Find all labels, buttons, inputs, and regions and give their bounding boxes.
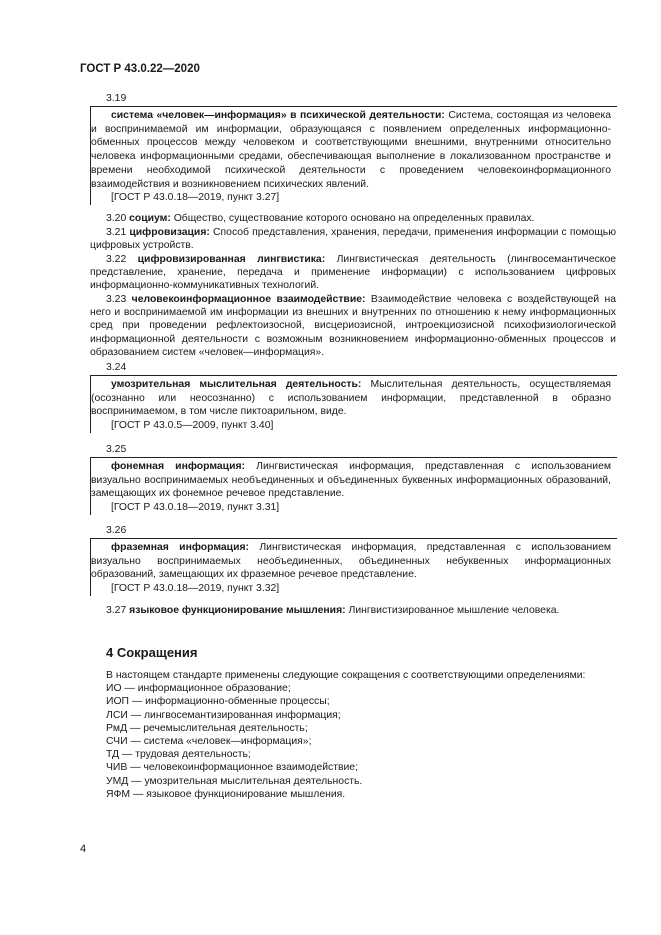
definition-box: [90, 375, 617, 433]
entry-definition: Лингвистизированное мышление человека.: [348, 605, 560, 616]
entry-definition: Мыслительная деятельность, осуществляемая (осознанно или неосознанно) с использованием информации, представленной в образно воспринимаемом, в том числе пиктоарильном, виде.: [91, 379, 611, 418]
list-item: ЧИВ — человекоинформационное взаимодействие;: [106, 762, 358, 774]
entry-paragraph: [90, 253, 616, 293]
entry-definition: Взаимодействие человека с воздействующей на него и воспринимаемой им информации из внешних и внутренних по отношению к нему информационных сред при проведении рефлектоизосной, висцериозисной, интроекциозисной психофизиологической информационной деятельности с возможным возникновением информационно-обменных процессов и образованием систем «человек—информация».: [90, 294, 617, 358]
list-item: УМД — умозрительная мыслительная деятельность.: [106, 775, 363, 787]
entry-reference: [ГОСТ Р 43.0.18—2019, пункт 3.32]: [111, 583, 280, 595]
list-item: ИОП — информационно-обменные процессы;: [106, 696, 330, 708]
entry-number: 3.26: [106, 525, 127, 536]
entry-term: цифровизированная лингвистика:: [137, 254, 326, 265]
entry-definition: Система, состоящая из человека и воспринимаемой им информации, образующаяся с появлением определенных информационно-обменных процессов между человеком и соответствующими внешними, внутренними относительно человека информационными средами, обеспечивающая выполнение в локализованном пространстве и времени необходимой психической деятельности с проведением человекоинформационного взаимодействия и возникновением психических явлений.: [91, 110, 611, 190]
entry-definition: Лингвистическая информация, представленная с использованием визуально воспринимаемых необъединенных, объединенных небуквенных информационных образований, замещающих их фраземное речевое представление.: [91, 542, 612, 581]
entry-term: система «человек—информация» в психической деятельности:: [111, 110, 445, 121]
entry-paragraph: [90, 226, 616, 252]
entry-definition: Способ представления, хранения, передачи, применения информации с помощью цифровых устройств.: [90, 227, 616, 252]
abbreviations-list: [106, 669, 626, 801]
entry-number: 3.19: [106, 93, 127, 104]
definition-box: [90, 106, 617, 205]
entry-term: умозрительная мыслительная деятельность:: [111, 379, 362, 390]
entry-reference: [ГОСТ Р 43.0.18—2019, пункт 3.27]: [111, 192, 280, 204]
entry-term: фонемная информация:: [111, 461, 245, 472]
entry-number: 3.20: [106, 213, 127, 224]
entry-term: фраземная информация:: [111, 542, 249, 553]
list-item: РмД — речемыслительная деятельность;: [106, 722, 308, 734]
definition-box: [90, 538, 617, 596]
entry-definition: Лингвистическая информация, представленная с использованием визуально воспринимаемых необъединенных и объединенных буквенных информационных образований, замещающих их фонемное речевое представление.: [91, 461, 612, 500]
entry-reference: [ГОСТ Р 43.0.5—2009, пункт 3.40]: [111, 420, 274, 432]
entry-term: цифровизация:: [129, 227, 210, 238]
entry-definition: Общество, существование которого основано на определенных правилах.: [173, 213, 535, 224]
list-item: ЛСИ — лингвосемантизированная информация;: [106, 709, 341, 721]
entry-number: 3.27: [106, 605, 127, 616]
entry-paragraph: [106, 212, 616, 225]
list-item: ЯФМ — языковое функционирование мышления.: [106, 788, 346, 800]
entry-number: 3.23: [106, 294, 127, 305]
entry-number: 3.22: [106, 254, 127, 265]
section-intro: В настоящем стандарте применены следующие сокращения с соответствующими определениями:: [106, 670, 586, 681]
entry-paragraph: [90, 293, 616, 359]
entry-definition: Лингвистическая деятельность (лингвосемантическое представление, хранение, передача и применение информации) с использованием цифровых информационно-коммуникативных технологий.: [90, 254, 617, 292]
entry-term: социум:: [129, 213, 171, 224]
standard-header: ГОСТ Р 43.0.22—2020: [80, 63, 200, 75]
section-title: 4 Сокращения: [106, 645, 198, 660]
entry-reference: [ГОСТ Р 43.0.18—2019, пункт 3.31]: [111, 502, 280, 514]
entry-number: 3.24: [106, 362, 127, 373]
entry-paragraph: [106, 604, 616, 617]
definition-box: [90, 457, 617, 515]
entry-number: 3.25: [106, 444, 127, 455]
entry-term: языковое функционирование мышления:: [129, 605, 346, 616]
list-item: ТД — трудовая деятельность;: [106, 749, 251, 761]
entry-term: человекоинформационное взаимодействие:: [131, 294, 366, 305]
list-item: СЧИ — система «человек—информация»;: [106, 736, 312, 748]
list-item: ИО — информационное образование;: [106, 683, 291, 695]
page-number: 4: [80, 843, 87, 855]
entry-number: 3.21: [106, 227, 127, 238]
